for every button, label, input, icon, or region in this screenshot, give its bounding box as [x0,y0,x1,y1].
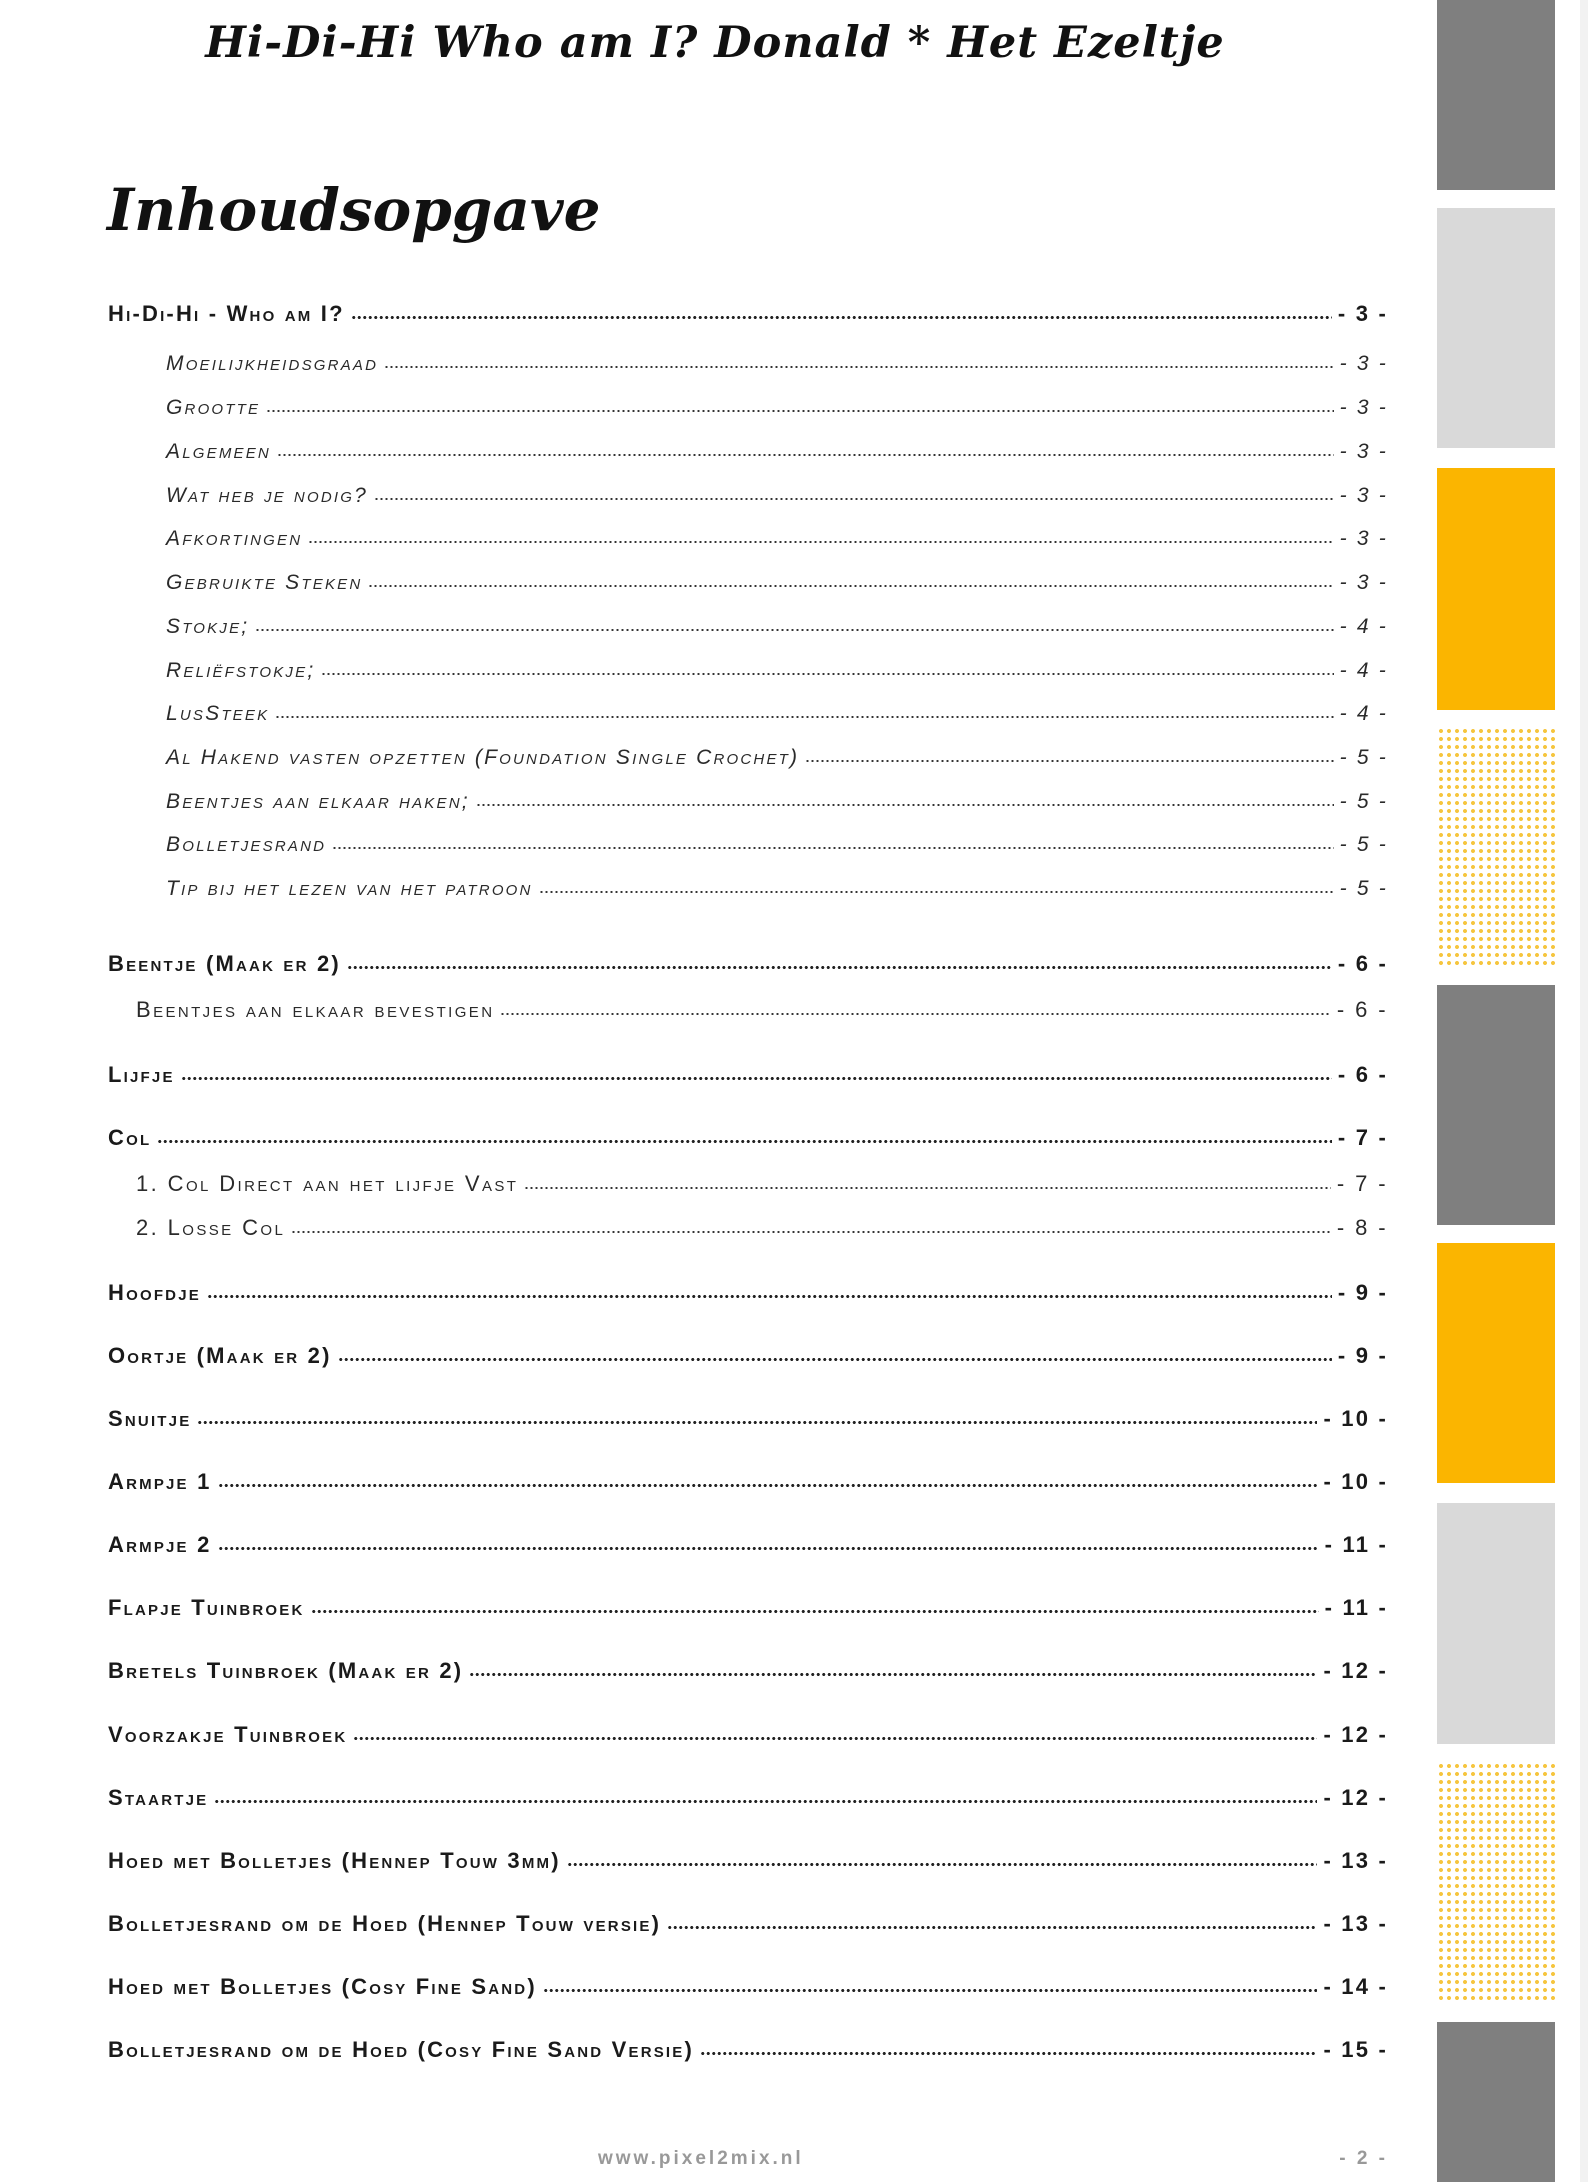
toc-entry-label: Reliëfstokje; [166,659,316,682]
leader-dots [214,1800,1317,1803]
toc-entry-label: Stokje; [166,615,250,638]
toc-entry-label: Beentje (Maak er 2) [108,951,341,976]
toc-title: Inhoudsopgave [107,176,601,244]
page-edge [1580,0,1588,2182]
toc-entry-label: Col [108,1125,152,1150]
leader-dots [266,410,1333,412]
toc-entry-label: Hi-Di-Hi - Who am I? [108,301,345,326]
toc-entry-page: - 9 - [1337,1343,1388,1368]
leader-dots [181,1077,1332,1080]
leader-dots [567,1863,1318,1866]
leader-dots [374,498,1334,500]
toc-entry-page: - 5 - [1339,746,1388,769]
toc-entry-label: Algemeen [166,440,271,463]
toc-entry[interactable] [108,1524,1388,1558]
leader-dots [321,673,1333,675]
leader-dots [291,1231,1331,1233]
leader-dots [338,1358,1332,1361]
toc-entry-page: - 7 - [1336,1171,1388,1196]
toc-entry-label: Armpje 2 [108,1532,212,1557]
page-header-title: Hi-Di-Hi Who am I? Donald * Het Ezeltje [205,18,1225,68]
toc-entry[interactable] [166,605,1388,639]
toc-entry-label: Tip bij het lezen van het patroon [166,877,533,900]
toc-entry-page: - 9 - [1337,1280,1388,1305]
toc-entry[interactable] [108,1903,1388,1937]
toc-entry-label: Flapje Tuinbroek [108,1595,305,1620]
side-tab-dotted [1437,727,1555,969]
side-tab-yellow [1437,1243,1555,1483]
toc-entry-page: - 3 - [1339,352,1388,375]
toc-entry[interactable] [166,823,1388,857]
toc-entry-page: - 8 - [1336,1215,1388,1240]
toc-entry-page: - 3 - [1339,527,1388,550]
toc-entry-label: Armpje 1 [108,1469,212,1494]
leader-dots [277,454,1334,456]
side-tab-yellow [1437,468,1555,710]
toc-entry-label: Bretels Tuinbroek (Maak er 2) [108,1658,464,1683]
toc-entry[interactable] [136,1163,1388,1197]
toc-entry-page: - 5 - [1339,790,1388,813]
toc-entry[interactable] [108,943,1388,977]
toc-entry-label: Gebruikte Steken [166,571,363,594]
side-tab-dotted [1437,1762,1555,2004]
toc-entry-page: - 13 - [1323,1848,1388,1873]
toc-entry-label: Bolletjesrand om de Hoed (Hennep Touw versie) [108,1911,662,1936]
toc-entry[interactable] [108,1335,1388,1369]
toc-entry[interactable] [166,692,1388,726]
toc-entry-page: - 11 - [1324,1532,1388,1557]
toc-entry[interactable] [108,1650,1388,1684]
toc-entry-label: LusSteek [166,702,270,725]
leader-dots [197,1421,1317,1424]
leader-dots [218,1547,1319,1550]
leader-dots [275,716,1333,718]
toc-entry[interactable] [108,1117,1388,1151]
leader-dots [347,966,1332,969]
toc-entry[interactable] [108,1840,1388,1874]
leader-dots [524,1187,1331,1189]
side-tab-light [1437,208,1555,448]
toc-entry-label: Oortje (Maak er 2) [108,1343,332,1368]
toc-entry[interactable] [166,474,1388,508]
toc-entry-label: Staartje [108,1785,209,1810]
toc-entry-label: Grootte [166,396,261,419]
toc-entry-page: - 12 - [1323,1785,1388,1810]
toc-entry[interactable] [108,1777,1388,1811]
leader-dots [384,366,1334,368]
leader-dots [476,804,1334,806]
toc-entry[interactable] [166,430,1388,464]
toc-entry-label: Wat heb je nodig? [166,484,368,507]
toc-entry[interactable] [136,1207,1388,1241]
toc-entry-page: - 3 - [1339,396,1388,419]
toc-entry-page: - 5 - [1339,877,1388,900]
toc-entry-label: 1. Col Direct aan het lijfje Vast [136,1171,519,1196]
leader-dots [368,585,1333,587]
leader-dots [311,1610,1319,1613]
toc-entry-label: Hoofdje [108,1280,201,1305]
toc-entry-page: - 14 - [1323,1974,1388,1999]
toc-entry[interactable] [108,1272,1388,1306]
leader-dots [667,1926,1317,1929]
toc-entry[interactable] [166,386,1388,420]
toc-entry-page: - 15 - [1323,2037,1388,2062]
toc-entry-page: - 3 - [1339,440,1388,463]
toc-entry-page: - 4 - [1339,702,1388,725]
leader-dots [500,1013,1330,1015]
toc-entry[interactable] [108,1966,1388,2000]
side-tab-dark [1437,0,1555,190]
toc-entry-page: - 12 - [1323,1658,1388,1683]
toc-entry-label: Al Hakend vasten opzetten (Foundation Single Crochet) [166,746,800,769]
toc-entry[interactable] [166,561,1388,595]
leader-dots [700,2052,1317,2055]
toc-entry[interactable] [108,1054,1388,1088]
toc-entry-label: Beentjes aan elkaar haken; [166,790,470,813]
toc-entry[interactable] [166,517,1388,551]
toc-entry-label: Lijfje [108,1062,175,1087]
side-tab-dark [1437,2022,1555,2182]
toc-entry-page: - 5 - [1339,833,1388,856]
toc-entry-page: - 10 - [1323,1406,1388,1431]
toc-entry[interactable] [108,2029,1388,2063]
toc-entry[interactable] [166,342,1388,376]
toc-entry-page: - 3 - [1337,301,1388,326]
toc-entry[interactable] [108,1398,1388,1432]
toc-entry-page: - 7 - [1337,1125,1388,1150]
leader-dots [157,1140,1332,1143]
toc-entry[interactable] [108,1714,1388,1748]
toc-entry[interactable] [166,780,1388,814]
toc-entry-label: Bolletjesrand [166,833,327,856]
side-tab-dark [1437,985,1555,1225]
toc-entry-page: - 3 - [1339,484,1388,507]
toc-entry-page: - 6 - [1336,997,1388,1022]
toc-entry-page: - 4 - [1339,659,1388,682]
toc-entry[interactable] [166,867,1388,901]
toc-entry-label: 2. Losse Col [136,1215,286,1240]
toc-entry-page: - 4 - [1339,615,1388,638]
toc-entry-label: Bolletjesrand om de Hoed (Cosy Fine Sand Versie) [108,2037,695,2062]
toc-entry-label: Moeilijkheidsgraad [166,352,379,375]
side-tab-light [1437,1503,1555,1744]
leader-dots [353,1737,1317,1740]
toc-entry-label: Voorzakje Tuinbroek [108,1722,348,1747]
leader-dots [805,760,1333,762]
leader-dots [255,629,1333,631]
leader-dots [469,1673,1317,1676]
toc-entry[interactable] [108,1587,1388,1621]
footer-url[interactable]: www.pixel2mix.nl [598,2148,804,2169]
toc-entry[interactable] [166,649,1388,683]
toc-entry-label: Hoed met Bolletjes (Hennep Touw 3mm) [108,1848,561,1873]
leader-dots [308,541,1333,543]
toc-entry-label: Hoed met Bolletjes (Cosy Fine Sand) [108,1974,537,1999]
toc-entry-label: Snuitje [108,1406,192,1431]
toc-entry[interactable] [108,293,1388,327]
toc-entry-page: - 6 - [1337,951,1388,976]
leader-dots [207,1295,1332,1298]
toc-entry-page: - 13 - [1323,1911,1388,1936]
toc-entry-page: - 12 - [1323,1722,1388,1747]
leader-dots [539,891,1334,893]
toc-entry[interactable] [136,989,1388,1023]
toc-entry-label: Beentjes aan elkaar bevestigen [136,997,495,1022]
toc-entry-page: - 6 - [1337,1062,1388,1087]
toc-entry-page: - 3 - [1339,571,1388,594]
toc-entry[interactable] [166,736,1388,770]
leader-dots [543,1989,1318,1992]
toc-entry-page: - 11 - [1324,1595,1388,1620]
toc-entry-label: Afkortingen [166,527,303,550]
leader-dots [218,1484,1318,1487]
leader-dots [332,847,1334,849]
footer-page-number: - 2 - [1339,2148,1388,2169]
toc-entry[interactable] [108,1461,1388,1495]
leader-dots [351,316,1332,319]
toc-entry-page: - 10 - [1323,1469,1388,1494]
